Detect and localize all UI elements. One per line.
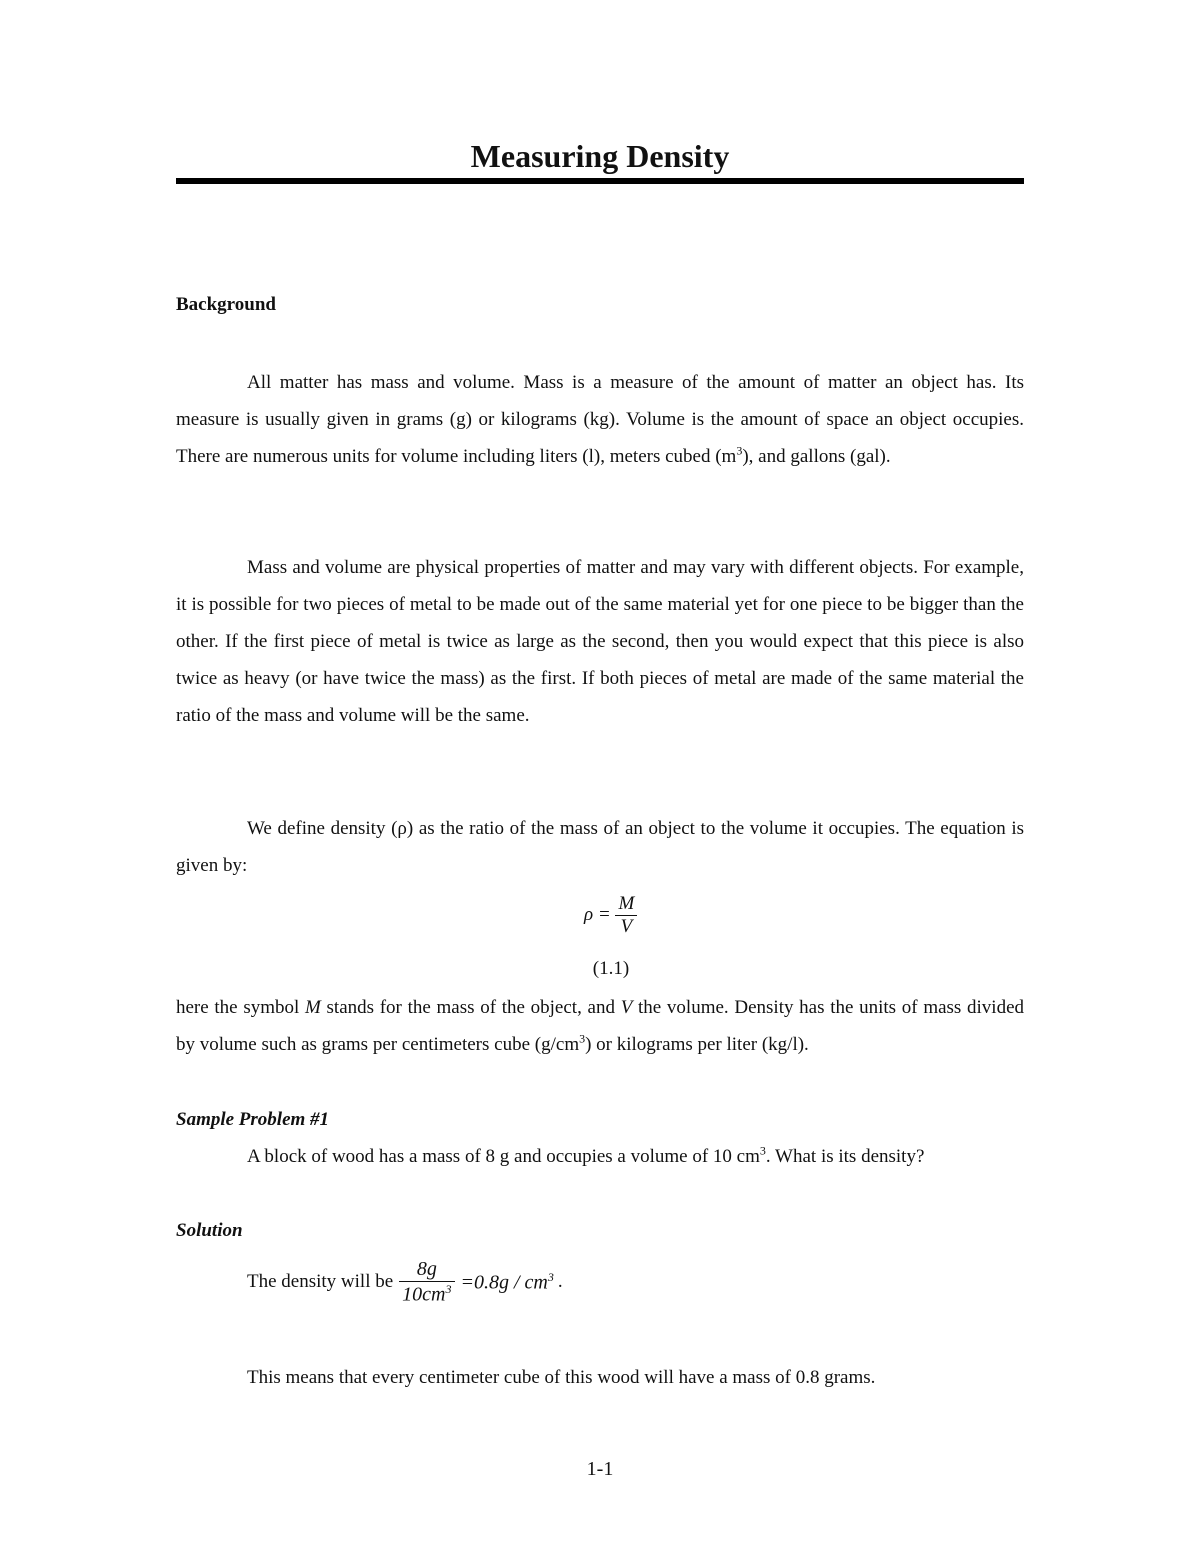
equation-denominator: V (620, 916, 633, 937)
paragraph-symbols (176, 989, 1024, 1063)
symbol-v: V (620, 997, 633, 1018)
solution-fraction (399, 1258, 454, 1307)
density-equation (584, 893, 637, 938)
sample-problem-body: A block of wood has a mass of 8 g and occupies a volume of 10 cm (247, 1146, 760, 1167)
background-heading: Background (176, 294, 276, 315)
sample-problem-heading: Sample Problem #1 (176, 1109, 330, 1130)
solution-denominator: 10cm (402, 1283, 446, 1306)
solution-denominator-wrap (399, 1282, 454, 1307)
superscript: 3 (547, 1270, 554, 1284)
paragraph-symbols-text-2: stands for the mass of the object, and (320, 997, 621, 1018)
paragraph-density-definition: We define density (ρ) as the ratio of the mass of an object to the volume it occupies. The equation is given by: (176, 818, 1024, 876)
superscript: 3 (759, 1143, 766, 1158)
equation-number: (1.1) (592, 958, 630, 979)
solution-equation (247, 1258, 563, 1307)
page-title: Measuring Density (470, 138, 730, 174)
solution-result (461, 1270, 554, 1295)
solution-heading: Solution (176, 1220, 243, 1241)
superscript: 3 (736, 443, 743, 458)
equation-fraction (615, 893, 637, 938)
paragraph-mass-volume-end: ), and gallons (gal). (742, 446, 891, 467)
paragraph-symbols-text-4: ) or kilograms per liter (kg/l). (585, 1034, 809, 1055)
paragraph-symbols-text: here the symbol (176, 997, 305, 1018)
sample-problem-question: . What is its density? (765, 1146, 925, 1167)
equation-lhs: ρ = (584, 903, 611, 925)
solution-end: . (557, 1271, 563, 1293)
solution-lead: The density will be (247, 1271, 394, 1293)
superscript: 3 (579, 1031, 586, 1046)
sample-problem-text (247, 1138, 924, 1175)
title-rule (176, 178, 1024, 184)
solution-result-value: =0.8g / cm (460, 1271, 548, 1294)
equation-numerator: M (615, 893, 637, 916)
solution-numerator: 8g (399, 1258, 454, 1282)
symbol-m: M (304, 997, 321, 1018)
paragraph-symbols-text-3: the volume. Density has the units of mass divided by volume such as grams per centimeters cube (g/cm (176, 997, 1025, 1055)
paragraph-physical-properties: Mass and volume are physical properties of matter and may vary with different objects. For example, it is possible for two pieces of metal to be made out of the same material yet for one piece to be bigger than the other. If the first piece of metal is twice as large as the second, then you would expect that this piece is also twice as heavy (or have twice the mass) as the first. If both pieces of metal are made of the same material the ratio of the mass and volume will be the same. (176, 557, 1024, 726)
paragraph-mass-volume-text: All matter has mass and volume. Mass is a measure of the amount of matter an object has. Its measure is usually given in grams (g) or kilograms (kg). Volume is the amount of space an object occupies. There are numerous units for volume including liters (l), meters cubed (m (176, 372, 1024, 467)
page-number: 1-1 (586, 1458, 614, 1480)
conclusion-text: This means that every centimeter cube of this wood will have a mass of 0.8 grams. (247, 1367, 876, 1388)
paragraph-mass-volume (176, 364, 1024, 475)
superscript: 3 (445, 1282, 452, 1296)
